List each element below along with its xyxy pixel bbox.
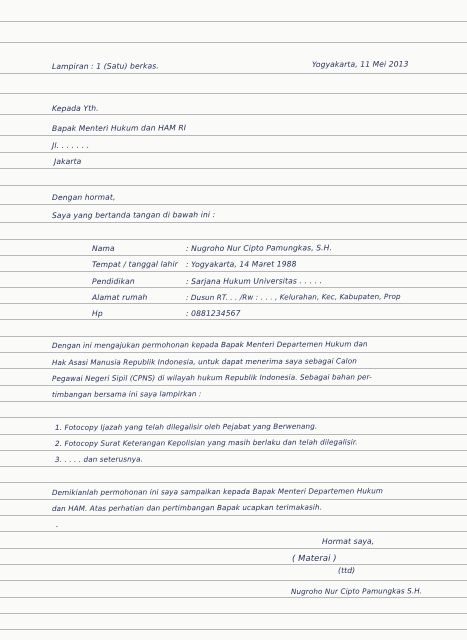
- identity-label: Nama: [91, 243, 115, 253]
- paper-rule: [0, 204, 467, 205]
- paper-rule: [0, 466, 467, 467]
- paper-rule: [0, 368, 467, 369]
- paper-rule: [0, 42, 467, 43]
- recipient-line: Jakarta: [53, 156, 82, 166]
- paper-rule: [0, 352, 467, 353]
- body-line: Dengan ini mengajukan permohonan kepada Bapak Menteri Departemen Hukum dan: [51, 339, 368, 350]
- paper-rule: [0, 385, 467, 386]
- body-line: timbangan bersama ini saya lampirkan :: [51, 389, 202, 399]
- paper-rule: [0, 73, 467, 74]
- identity-value: : Sarjana Hukum Universitas . . . . .: [185, 276, 323, 286]
- identity-value: : 0881234567: [185, 308, 241, 318]
- attachment-item: 1. Fotocopy Ijazah yang telah dilegalisir oleh Pejabat yang Berwenang.: [54, 421, 318, 432]
- paper-rule: [0, 401, 467, 402]
- identity-value: : Dusun RT. . . /Rw : . . . , Kelurahan, Kec, Kabupaten, Prop: [185, 291, 401, 302]
- paper-rule: [0, 499, 467, 500]
- closing-line: dan HAM. Atas perhatian dan pertimbangan Bapak ucapkan terimakasih.: [51, 502, 323, 513]
- identity-value: : Nugroho Nur Cipto Pamungkas, S.H.: [185, 243, 333, 253]
- recipient-line: Kepada Yth.: [51, 103, 99, 113]
- greeting: Dengan hormat,: [51, 192, 116, 202]
- intro-line: Saya yang bertanda tangan di bawah ini :: [51, 210, 216, 220]
- attachment-item: 3. . . . . dan seterusnya.: [54, 454, 144, 464]
- paper-rule: [0, 450, 467, 451]
- materai-stamp-area: ( Materai ): [291, 552, 337, 563]
- signature-name: Nugroho Nur Cipto Pamungkas S.H.: [290, 586, 423, 596]
- paper-rule: [0, 629, 467, 630]
- identity-label: Tempat / tanggal lahir: [91, 259, 178, 269]
- body-line: Hak Asasi Manusia Republik Indonesia, untuk dapat menerima saya sebagai Calon: [51, 356, 357, 367]
- paper-rule: [0, 21, 467, 22]
- closing-line: Demikianlah permohonan ini saya sampaikan kepada Bapak Menteri Departemen Hukum: [51, 486, 384, 497]
- body-line: Pegawai Negeri Sipil (CPNS) di wilayah hukum Republik Indonesia. Sebagai bahan per-: [51, 372, 372, 383]
- recipient-line: Bapak Menteri Hukum dan HAM RI: [51, 123, 187, 133]
- paper-rule: [0, 93, 467, 94]
- attachment-item: 2. Fotocopy Surat Keterangan Kepolisian yang masih berlaku dan telah dilegalisir.: [54, 437, 358, 448]
- lampiran-line: Lampiran : 1 (Satu) berkas.: [51, 61, 159, 71]
- ttd-mark: (ttd): [337, 565, 356, 575]
- paper-rule: [0, 434, 467, 435]
- paper-rule: [0, 239, 467, 240]
- identity-value: : Yogyakarta, 14 Maret 1988: [185, 259, 297, 269]
- paper-rule: [0, 271, 467, 272]
- paper-rule: [0, 531, 467, 532]
- paper-rule: [0, 564, 467, 565]
- paper-rule: [0, 580, 467, 581]
- paper-rule: [0, 255, 467, 256]
- paper-rule: [0, 613, 467, 614]
- paper-rule: [0, 135, 467, 136]
- closing-dot: .: [55, 519, 59, 529]
- signoff: Hormat saya,: [321, 536, 375, 546]
- recipient-line: Jl. . . . . . .: [51, 140, 90, 150]
- paper-rule: [0, 548, 467, 549]
- paper-rule: [0, 222, 467, 223]
- paper-rule: [0, 482, 467, 483]
- paper-rule: [0, 287, 467, 288]
- paper-rule: [0, 152, 467, 153]
- paper-rule: [0, 515, 467, 516]
- place-date: Yogyakarta, 11 Mei 2013: [311, 59, 409, 69]
- paper-rule: [0, 319, 467, 320]
- paper-rule: [0, 336, 467, 337]
- paper-rule: [0, 417, 467, 418]
- identity-label: Alamat rumah: [91, 292, 148, 302]
- paper-rule: [0, 303, 467, 304]
- identity-label: Pendidikan: [91, 276, 135, 286]
- paper-rule: [0, 185, 467, 186]
- paper-rule: [0, 597, 467, 598]
- paper-rule: [0, 114, 467, 115]
- identity-label: Hp: [91, 308, 103, 318]
- paper-rule: [0, 168, 467, 169]
